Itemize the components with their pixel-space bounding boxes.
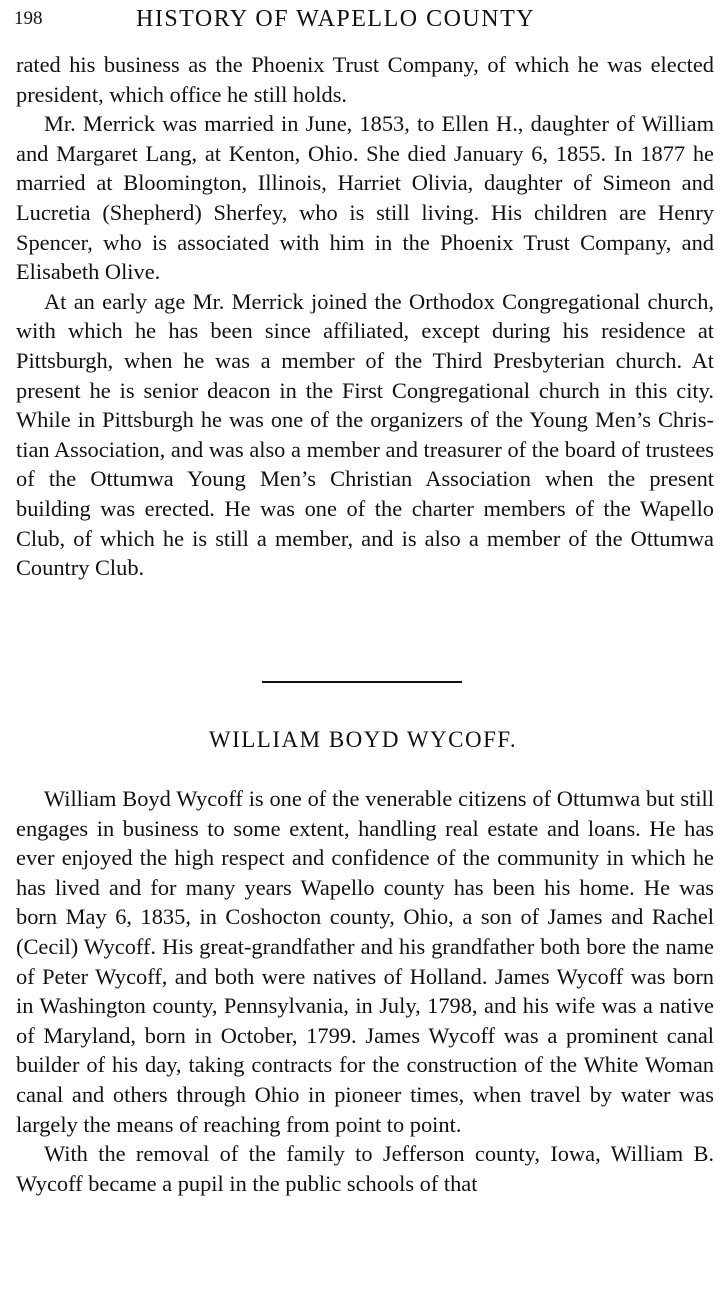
paragraph: Mr. Merrick was married in June, 1853, to Ellen H., daughter of William and Margaret Lang, at Kenton, Ohio. She died January 6, 1855. In 1877 he married at Bloomington, Illinois, Harriet Olivia, daughter of Simeon and Lucretia (Shepherd) Sherfey, who is still living. His children are Henry Spencer, who is associated with him in the Phoenix Trust Company, and Elisabeth Olive. <box>16 111 714 285</box>
paragraph: William Boyd Wycoff is one of the venerable citizens of Ottumwa but still engages in business to some extent, handling real estate and loans. He has ever enjoyed the high respect and confidence of the community in which he has lived and for many years Wapello county has been his home. He was born May 6, 1835, in Coshocton county, Ohio, a son of James and Rachel (Cecil) Wycoff. His great-grandfather and his grandfather both bore the name of Peter Wycoff, and both were natives of Holland. James Wycoff was born in Washington county, Pennsylvania, in July, 1798, and his wife was a native of Maryland, born in October, 1799. James Wycoff was a prominent canal builder of his day, taking contracts for the construction of the White Woman canal and others through Ohio in pioneer times, when travel by water was largely the means of reaching from point to point. <box>16 786 714 1137</box>
section-divider <box>262 681 462 683</box>
paragraph: With the removal of the family to Jefferson county, Iowa, William B. Wycoff became a pupil in the public schools of that <box>16 1141 714 1196</box>
wycoff-biography <box>16 784 714 1198</box>
running-title: HISTORY OF WAPELLO COUNTY <box>136 6 536 32</box>
section-heading: WILLIAM BOYD WYCOFF. <box>208 727 518 752</box>
page-number: 198 <box>14 8 43 29</box>
merrick-biography-continuation <box>16 50 714 583</box>
running-head <box>14 4 718 34</box>
paragraph: rated his business as the Phoenix Trust Company, of which he was elected president, which office he still holds. <box>16 52 714 107</box>
paragraph: At an early age Mr. Merrick joined the Orthodox Congregational church, with which he has been since affiliated, except during his residence at Pittsburgh, when he was a member of the Third Presbyterian church. At present he is senior deacon in the First Congregational church in this city. While in Pittsburgh he was one of the organizers of the Young Men’s Christian Association, and was also a member and treasurer of the board of trustees of the Ottumwa Young Men’s Christian Association when the present building was erected. He was one of the charter members of the Wapello Club, of which he is still a member, and is also a member of the Ottumwa Country Club. <box>16 288 714 581</box>
